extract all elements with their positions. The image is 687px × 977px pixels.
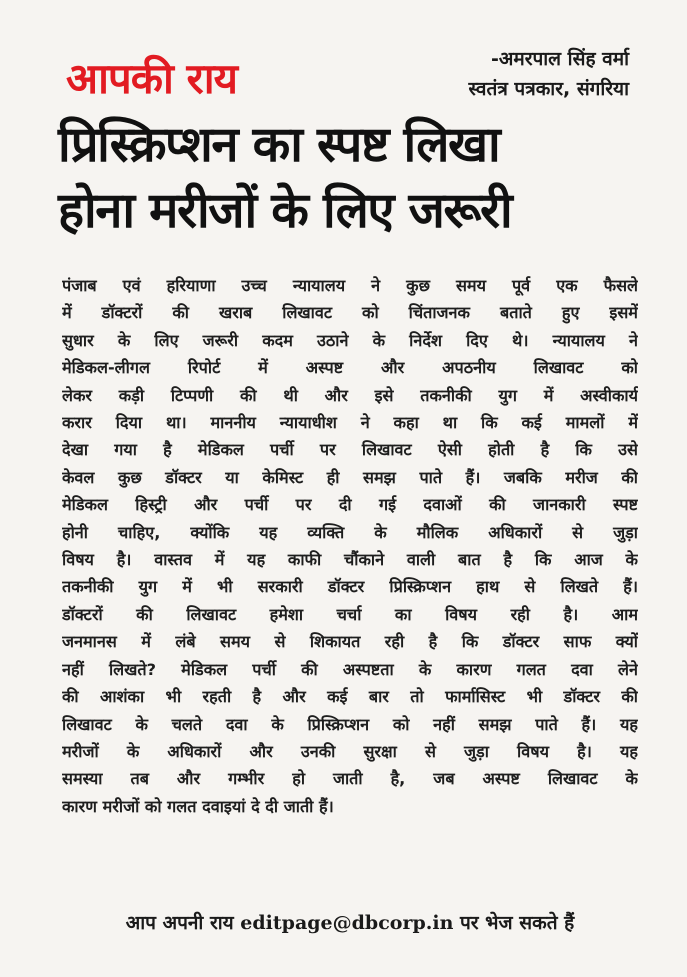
article-line: लिखावट के चलते दवा के प्रिस्क्रिप्शन को नहीं समझ पाते हैं। यह: [62, 714, 638, 734]
byline: [469, 44, 629, 104]
article-line: केवल कुछ डॉक्टर या केमिस्ट ही समझ पाते हैं। जबकि मरीज की: [62, 467, 638, 487]
headline-line-2: होना मरीजों के लिए जरूरी: [58, 182, 512, 239]
article-line: मेडिकल हिस्ट्री और पर्ची पर दी गई दवाओं की जानकारी स्पष्ट: [62, 495, 638, 515]
section-label: आपकी राय: [66, 54, 237, 103]
article-line: मरीजों के अधिकारों और उनकी सुरक्षा से जुड़ा विषय है। यह: [62, 741, 638, 761]
article-body: [62, 272, 638, 820]
article-line: लेकर कड़ी टिप्पणी की थी और इसे तकनीकी युग में अस्वीकार्य: [62, 385, 638, 405]
author-name: -अमरपाल सिंह वर्मा: [490, 48, 629, 70]
article-line: जनमानस में लंबे समय से शिकायत रही है कि डॉक्टर साफ क्यों: [62, 632, 638, 652]
article-line: डॉक्टरों की लिखावट हमेशा चर्चा का विषय रही है। आम: [62, 604, 638, 624]
author-designation: स्वतंत्र पत्रकार, संगरिया: [468, 78, 629, 100]
article-line: पंजाब एवं हरियाणा उच्च न्यायालय ने कुछ समय पूर्व एक फैसले: [62, 276, 638, 295]
article-line: होनी चाहिए, क्योंकि यह व्यक्ति के मौलिक अधिकारों से जुड़ा: [62, 522, 638, 542]
article-line: नहीं लिखते? मेडिकल पर्ची की अस्पष्टता के कारण गलत दवा लेने: [62, 659, 638, 679]
article-line: विषय है। वास्तव में यह काफी चौंकाने वाली बात है कि आज के: [62, 550, 638, 570]
submission-note: [60, 908, 640, 938]
submission-note-prefix: आप अपनी राय: [125, 912, 241, 934]
article-line: कारण मरीजों को गलत दवाइयां दे दी जाती हैं।: [62, 796, 334, 816]
article-line: की आशंका भी रहती है और कई बार तो फार्मासिस्ट भी डॉक्टर की: [62, 687, 638, 707]
article-line: सुधार के लिए जरूरी कदम उठाने के निर्देश दिए थे। न्यायालय ने: [62, 330, 638, 350]
headline-line-1: प्रिस्क्रिप्शन का स्पष्ट लिखा: [58, 116, 500, 173]
submission-email-link[interactable]: editpage@dbcorp.in: [240, 912, 454, 934]
submission-note-suffix: पर भेज सकते हैं: [453, 912, 575, 934]
article-line: मेडिकल-लीगल रिपोर्ट में अस्पष्ट और अपठनीय लिखावट को: [62, 358, 638, 378]
article-line: समस्या तब और गम्भीर हो जाती है, जब अस्पष्ट लिखावट के: [62, 769, 638, 789]
article-line: तकनीकी युग में भी सरकारी डॉक्टर प्रिस्क्रिप्शन हाथ से लिखते हैं।: [62, 577, 638, 597]
article-line: में डॉक्टरों की खराब लिखावट को चिंताजनक बताते हुए इसमें: [62, 303, 638, 323]
headline: [58, 112, 638, 244]
article-line: करार दिया था। माननीय न्यायाधीश ने कहा था कि कई मामलों में: [62, 413, 638, 433]
article-line: देखा गया है मेडिकल पर्ची पर लिखावट ऐसी होती है कि उसे: [62, 440, 638, 460]
